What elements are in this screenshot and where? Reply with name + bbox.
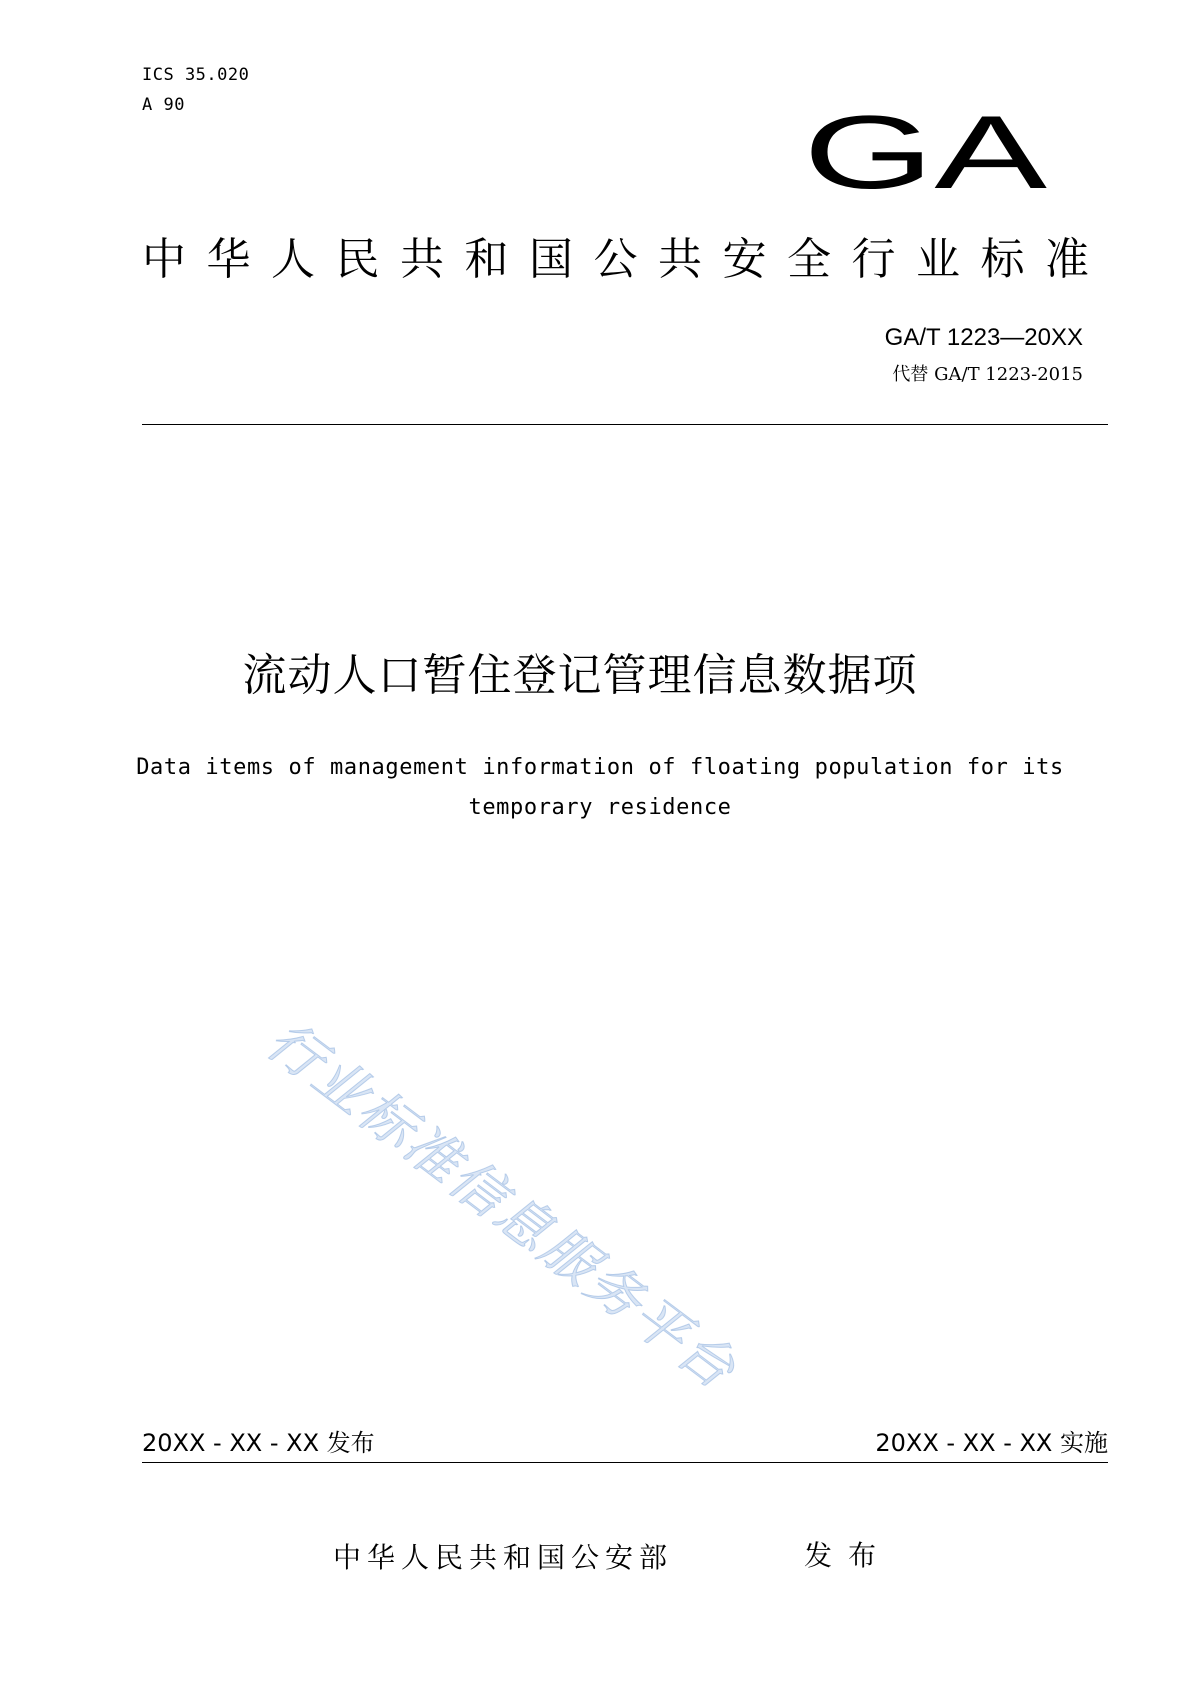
document-title-chinese-text: 流动人口暂住登记管理信息数据项	[242, 650, 918, 701]
issuing-authority: 中华人民共和国公安部	[333, 1541, 674, 1574]
standard-number: GA/T 1223—20XX	[884, 324, 1083, 351]
publish-label: 发布	[804, 1539, 893, 1572]
ga-logo-text: GA	[803, 96, 1049, 206]
document-title-chinese	[0, 646, 1190, 706]
english-title-line-2: temporary residence	[468, 795, 732, 820]
implementation-date: 20XX - XX - XX 实施	[875, 1429, 1108, 1457]
footer-divider	[142, 1462, 1108, 1463]
classification-codes	[142, 60, 249, 120]
issue-date: 20XX - XX - XX 发布	[142, 1429, 375, 1457]
standard-category-heading: 中华人民共和国公共安全行业标准	[142, 234, 1110, 285]
ga-logo	[800, 96, 1050, 206]
ics-code: ICS 35.020	[142, 65, 250, 85]
header-divider	[142, 424, 1108, 425]
replaces-standard: 代替 GA/T 1223-2015	[892, 364, 1083, 385]
english-title-line-1: Data items of management information of floating population for its	[136, 755, 1064, 780]
ccs-code: A 90	[142, 95, 185, 115]
watermark: 行业标准信息服务平台	[255, 1008, 749, 1403]
document-title-english	[100, 748, 1100, 828]
